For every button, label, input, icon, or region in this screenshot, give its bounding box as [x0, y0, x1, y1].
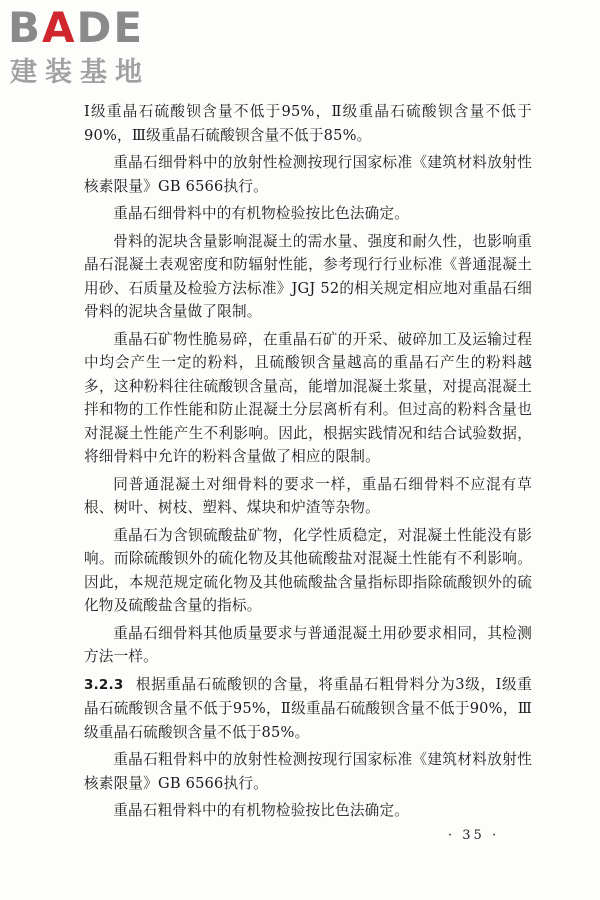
logo-letters-de: DE [76, 3, 145, 52]
paragraph-fine-radioactivity: 重晶石细骨料中的放射性检测按现行国家标准《建筑材料放射性核素限量》GB 6566执行。 [84, 154, 532, 195]
paragraph-grade-content: Ⅰ级重晶石硫酸钡含量不低于95%，Ⅱ级重晶石硫酸钡含量不低于90%，Ⅲ级重晶石硫酸钡含量不低于85%。 [84, 103, 532, 144]
section-3-2-3 [84, 673, 532, 745]
paragraph-other-requirements: 重晶石细骨料其他质量要求与普通混凝土用砂要求相同，其检测方法一样。 [84, 624, 532, 665]
page-number: · 35 · [448, 828, 500, 843]
paragraph-coarse-radioactivity: 重晶石粗骨料中的放射性检测按现行国家标准《建筑材料放射性核素限量》GB 6566执行。 [84, 751, 532, 792]
paragraph-sulfides: 重晶石为含钡硫酸盐矿物，化学性质稳定，对混凝土性能没有影响。而除硫酸钡外的硫化物及其他硫酸盐对混凝土性能有不利影响。因此，本规范规定硫化物及其他硫酸盐含量指标即指除硫酸钡外的硫化物及硫酸盐含量的指标。 [84, 526, 532, 614]
paragraph-powder-content: 重晶石矿物性脆易碎，在重晶石矿的开采、破碎加工及运输过程中均会产生一定的粉料，且硫酸钡含量越高的重晶石产生的粉料越多，这种粉料往往硫酸钡含量高，能增加混凝土浆量，对提高混凝土拌和物的工作性能和防止混凝土分层离析有利。但过高的粉料含量也对混凝土性能产生不利影响。因此，根据实践情况和结合试验数据，将细骨料中允许的粉料含量做了相应的限制。 [84, 330, 532, 465]
paragraph-fine-organic: 重晶石细骨料中的有机物检验按比色法确定。 [113, 205, 410, 222]
logo-subtitle: 建装基地 [10, 57, 150, 88]
paragraph-coarse-organic: 重晶石粗骨料中的有机物检验按比色法确定。 [113, 802, 410, 819]
paragraph-impurities: 同普通混凝土对细骨料的要求一样，重晶石细骨料不应混有草根、树叶、树枝、塑料、煤块和炉渣等杂物。 [84, 475, 532, 516]
bade-logo [8, 4, 178, 96]
paragraph-clay-lumps: 骨料的泥块含量影响混凝土的需水量、强度和耐久性，也影响重晶石混凝土表观密度和防辐射性能，参考现行行业标准《普通混凝土用砂、石质量及检验方法标准》JGJ 52的相关规定相应地对重晶石细骨料的泥块含量做了限制。 [84, 232, 532, 320]
logo-letter-b: B [8, 3, 43, 52]
section-text: 根据重晶石硫酸钡的含量，将重晶石粗骨料分为3级，Ⅰ级重晶石硫酸钡含量不低于95%，Ⅱ级重晶石硫酸钡含量不低于90%，Ⅲ级重晶石硫酸钡含量不低于85%。 [84, 675, 532, 741]
document-body [84, 100, 532, 827]
logo-wordmark [8, 4, 144, 52]
section-number: 3.2.3 [84, 676, 124, 693]
logo-letter-a-accent: A [42, 3, 77, 52]
